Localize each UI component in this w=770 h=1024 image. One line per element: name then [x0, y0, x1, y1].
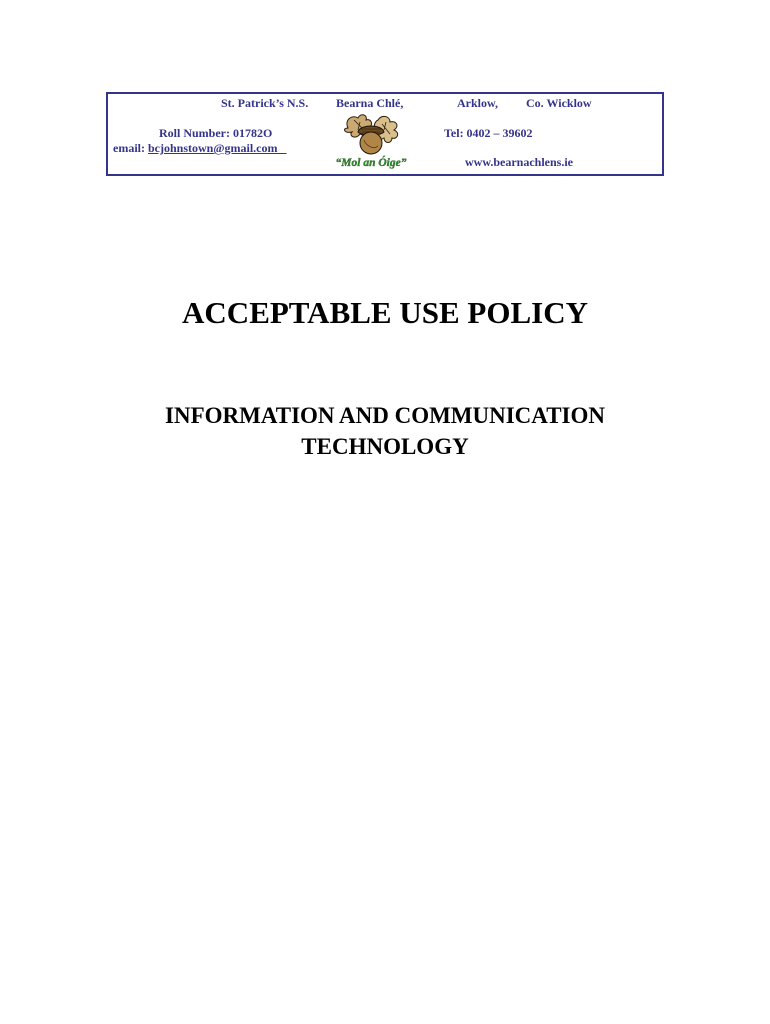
document-title: ACCEPTABLE USE POLICY: [182, 295, 588, 330]
roll-number: Roll Number: 01782O: [159, 126, 273, 140]
phone-number: Tel: 0402 – 39602: [444, 126, 533, 140]
school-location: Bearna Chlé,: [336, 96, 404, 110]
school-crest-logo: [330, 110, 412, 174]
email-label: email:: [113, 141, 145, 155]
email-line: [113, 141, 287, 155]
subtitle-line-2: TECHNOLOGY: [301, 434, 469, 459]
email-link[interactable]: bcjohnstown@gmail.com: [148, 141, 278, 155]
school-name: St. Patrick’s N.S.: [221, 96, 309, 110]
motto-text: “Mol an Óige”: [335, 157, 407, 169]
website[interactable]: www.bearnachlens.ie: [465, 155, 573, 169]
document-subtitle: [0, 400, 770, 462]
school-county: Co. Wicklow: [526, 96, 592, 110]
school-town: Arklow,: [457, 96, 499, 110]
email-underline-trail: [278, 141, 287, 155]
subtitle-line-1: INFORMATION AND COMMUNICATION: [165, 403, 605, 428]
